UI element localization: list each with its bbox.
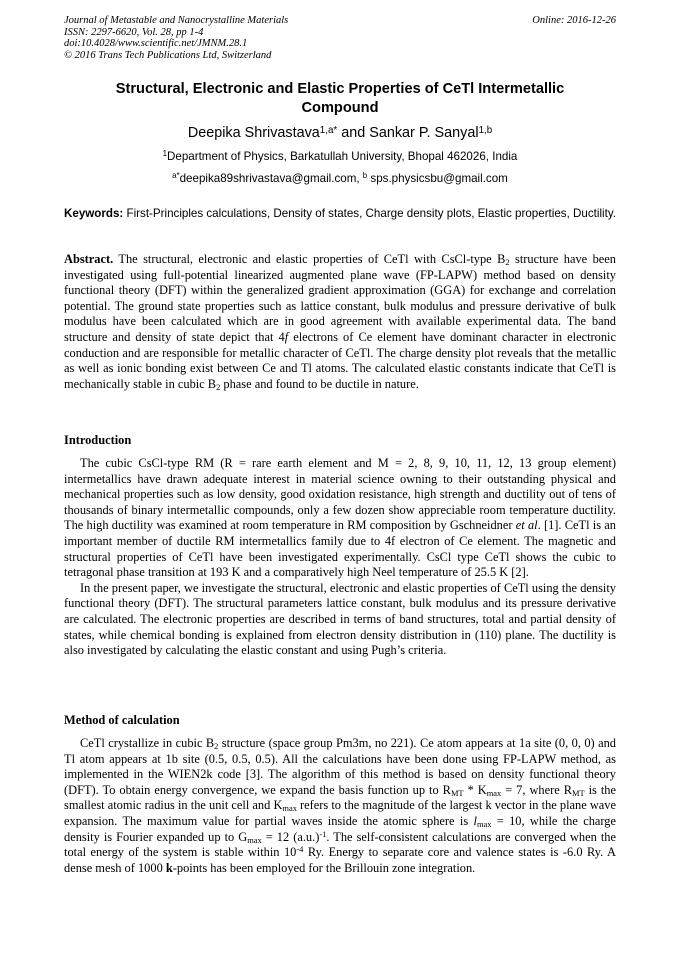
abstract-italic-f: f: [284, 329, 289, 344]
email-b[interactable]: sps.physicsbu@gmail.com: [367, 172, 508, 185]
method-text-h: = 12 (a.u.): [261, 829, 320, 844]
method-text-b: structure (space group Pm3m, no 221). Ce atom appears at 1a site (0, 0, 0) and Tl atom appears at 1b site (0.5, 0.5, 0.5). All the calculations have been done using FP-LAPW method, as implemented in the WIEN2k code [3]. The algorithm of this method is based on density functional theory (DFT). To obtain energy convergence, we expand the basis function up to R: [64, 736, 617, 797]
method-sub-f: max: [476, 819, 492, 830]
affiliation-marker: 1: [162, 149, 167, 159]
affiliation-text: Department of Physics, Barkatullah University, Bhopal 462026, India: [167, 150, 518, 163]
author-line: [64, 124, 616, 142]
keywords: [64, 206, 616, 222]
author-2-affil: 1,b: [478, 124, 493, 136]
abstract-text-4: phase and found to be ductile in nature.: [220, 376, 419, 391]
method-sub-g: max: [247, 834, 262, 845]
method-sub-c: max: [486, 787, 502, 798]
email-a[interactable]: deepika89shrivastava@gmail.com,: [179, 172, 363, 185]
abstract-sub-1: 2: [505, 257, 510, 268]
method-text-c: * K: [463, 782, 487, 797]
method-text-j: Ry. Energy to separate core and valence states is -6.0 Ry. A dense mesh of 1000: [64, 845, 616, 875]
journal-header: [64, 15, 616, 61]
title-line-2: Compound: [301, 100, 379, 116]
method-text-g: = 10, while the charge density is Fourier expanded up to G: [64, 813, 616, 844]
author-conjunction: and: [337, 125, 370, 141]
introduction-body: [64, 456, 616, 659]
method-bold-k: k: [165, 860, 173, 875]
author-2: Sankar P. Sanyal: [369, 125, 479, 141]
intro-p1-italic: et al: [515, 518, 538, 533]
abstract-label: Abstract.: [64, 252, 114, 266]
abstract-text-1: The structural, electronic and elastic properties of CeTl with CsCl-type B: [113, 252, 506, 266]
author-1: Deepika Shrivastava: [187, 125, 320, 141]
copyright-line: © 2016 Trans Tech Publications Ltd, Switzerland: [64, 49, 272, 61]
title-line-1: Structural, Electronic and Elastic Properties of CeTl Intermetallic: [115, 81, 565, 97]
keywords-text: First-Principles calculations, Density of states, Charge density plots, Elastic properties, Ductility.: [123, 207, 616, 220]
intro-p1-text-a: The cubic CsCl-type RM (R = rare earth element and M = 2, 8, 9, 10, 11, 12, 13 group element) intermetallics have drawn adequate interest in material science owning to their outstanding physical and mechanical properties such as low density, good oxidation resistance, high strength and ductility out of tens of thousands of binary intermetallic compounds, only a few dozen show appreciable room temperature ductility. The high ductility was examined at room temperature in RM composition by Gschneidner: [64, 456, 616, 533]
method-sup-h: -1: [319, 828, 327, 839]
method-paragraph: [64, 736, 616, 876]
method-sub-b: MT: [450, 787, 464, 798]
method-heading: Method of calculation: [64, 713, 180, 727]
journal-name: Journal of Metastable and Nanocrystalline Materials: [64, 15, 289, 26]
email-a-marker: a*: [172, 171, 180, 181]
email-b-marker: b: [362, 171, 368, 181]
method-italic-l: l: [473, 813, 477, 828]
online-date: Online: 2016-12-26: [532, 15, 616, 26]
abstract: [64, 252, 616, 392]
keywords-label: Keywords:: [64, 207, 124, 220]
author-1-affil: 1,a*: [319, 124, 338, 136]
issn-line: ISSN: 2297-6620, Vol. 28, pp 1-4: [64, 26, 204, 38]
introduction-paragraph-1: [64, 456, 616, 581]
abstract-text-2: structure have been investigated using full-potential linearized augmented plane wave (FP-LAPW) method based on density functional theory (DFT) within the generalized gradient approximation (GGA) for exchange and correlation potential. The ground state properties such as lattice constant, bulk modulus and pressure derivative of bulk modulus have been calculated which are in good agreement with available experimental data. The band structure and density of state depict that 4: [64, 252, 616, 344]
introduction-paragraph-2: In the present paper, we investigate the structural, electronic and elastic properties of CeTl using the density functional theory (DFT). The structural parameters lattice constant, bulk modulus and its pressure derivative are calculated. The electronic properties are described in terms of band structures, total and partial density of states, while chemical bonding is explained from electron density distribution in (110) plane. The ductility is also investigated by calculating the elastic constant and using Pugh’s criteria.: [64, 580, 616, 658]
paper-title: [64, 80, 616, 118]
method-sub-e: max: [282, 803, 297, 814]
affiliation: [64, 150, 616, 164]
method-text-d: = 7, where R: [501, 782, 572, 797]
method-body: [64, 736, 616, 876]
introduction-heading: Introduction: [64, 433, 132, 447]
doi-line: doi:10.4028/www.scientific.net/JMNM.28.1: [64, 38, 248, 50]
method-sub-a: 2: [214, 741, 219, 752]
method-sub-d: MT: [571, 787, 585, 798]
method-text-f: refers to the magnitude of the largest k vector in the plane wave expansion. The maximum value for partial waves inside the atomic sphere is: [64, 798, 616, 828]
method-text-a: CeTl crystallize in cubic B: [80, 736, 215, 750]
abstract-sub-2: 2: [216, 381, 221, 392]
method-text-e: is the smallest atomic radius in the unit cell and K: [64, 782, 616, 813]
email-line: [64, 172, 616, 186]
method-text-k: -points has been employed for the Brillouin zone integration.: [172, 860, 476, 875]
abstract-text-3: electrons of Ce element have dominant character in electronic conduction and are responsible for metallic character of CeTl. The charge density plot reveals that the metallic as well as ionic bonding exist between Ce and Tl atoms. The calculated elastic constants indicate that CeTl is mechanically stable in cubic B: [64, 329, 616, 391]
method-sup-i: -4: [296, 844, 304, 855]
method-text-i: . The self-consistent calculations are converged when the total energy of the system is stable within 10: [64, 829, 616, 860]
intro-p1-text-b: . [1]. CeTl is an important member of ductile RM intermetallics family due to 4f electron of Ce element. The magnetic and structural properties of CeTl have been investigated experimentally. CsCl type CeTl shows the cubic to tetragonal phase transition at 193 K and a comparatively high Neel temperature of 25.5 K [2].: [64, 518, 616, 580]
